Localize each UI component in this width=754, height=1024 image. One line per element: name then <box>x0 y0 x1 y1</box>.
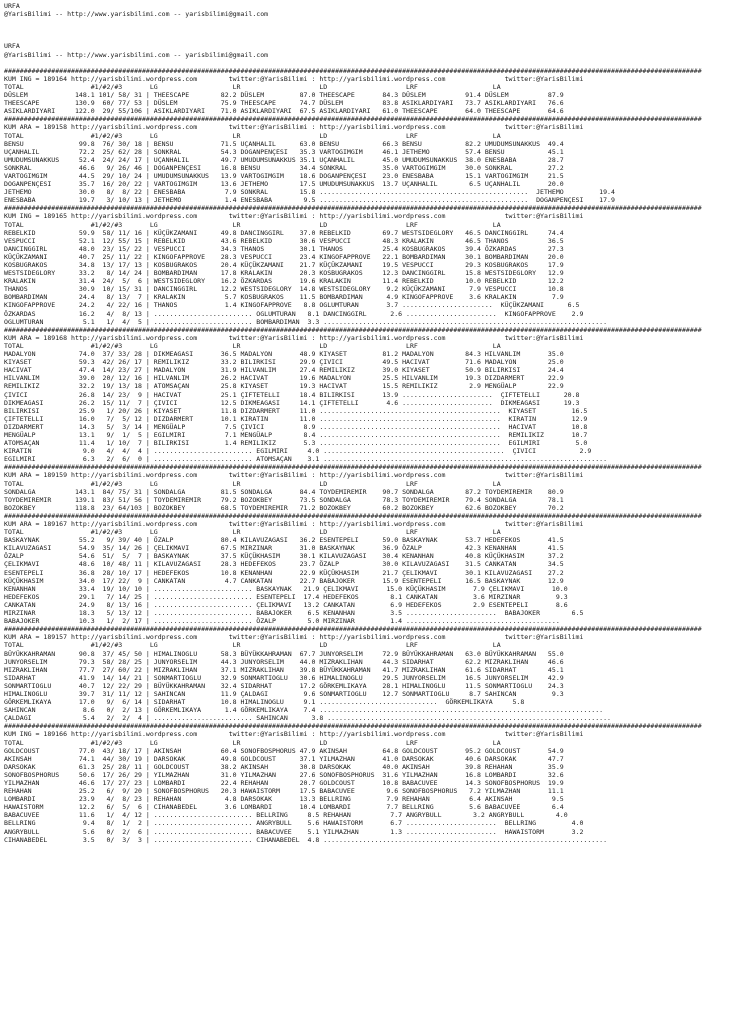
table-row: KIRATIN 9.0 4/ 4/ 4 | ......................... EGILMIRI 4.0 .............................................. ÇIVICI 2.9 <box>4 447 592 456</box>
table-row: HAWAISTORM 12.2 6/ 5/ 6 | CIHANABEDEL 3.6 LOMBARDI 10.4 LOMBARDI 7.7 BELLRING 5.6 BABACUVEE 6.4 <box>4 803 564 812</box>
table-row: KILAVUZAGASI 54.9 35/ 14/ 26 | ÇELIKMAVI 67.5 MIRZINAR 31.0 BASKAYNAK 36.9 ÖZALP 42.3 KENANHAN 41.5 <box>4 544 564 553</box>
table-row: MIZRAKLIHAN 77.7 27/ 60/ 22 | MIZRAKLIHAN 37.1 MIZRAKLIHAN 39.8 BÜYÜKKAHRAMAN 41.7 MIZRAKLIHAN 61.6 SIDARHAT 45.1 <box>4 665 564 674</box>
race-header-line: KUM ING = 189166 http://yarisbilimi.wordpress.com twitter:@YarisBilimi : http://yarisbilimi.wordpress.com twitter:@YarisBilimi <box>4 730 584 739</box>
race-header-line: KUM ARA = 189157 http://yarisbilimi.wordpress.com twitter:@YarisBilimi : http://yarisbilimi.wordpress.com twitter:@YarisBilimi <box>4 633 584 642</box>
table-row: EGILMIRI 6.3 2/ 6/ 0 | ......................... ATOMSAÇAN 3.1 ........................................................................ <box>4 455 608 464</box>
table-row: ANGRYBULL 5.6 0/ 2/ 6 | ......................... BABACUVEE 5.1 YILMAZHAN 1.3 ....................... HAWAISTORM 3.2 <box>4 827 584 836</box>
table-row: ATOMSAÇAN 11.4 1/ 10/ 7 | BILIRKISI 1.4 REMILIKIZ 5.3 .............................................. EGILMIRI 5.0 <box>4 439 588 448</box>
separator-line: ################################################################################################################################################################################# <box>4 722 702 731</box>
table-row: ÖZALP 54.6 51/ 5/ 7 | BASKAYNAK 37.5 KÜÇÜKHASIM 30.1 KILAVUZAGASI 30.4 KENANHAN 40.8 KÜÇÜKHASIM 37.2 <box>4 552 564 561</box>
table-row: JUNYORSELIM 79.3 58/ 28/ 25 | JUNYORSELIM 44.3 JUNYORSELIM 44.0 MIZRAKLIHAN 44.3 SIDARHAT 62.2 MIZRAKLIHAN 46.6 <box>4 657 564 666</box>
table-row: LOMBARDI 23.9 4/ 8/ 23 | REHAHAN 4.8 DARSOKAK 13.3 BELLRING 7.9 REHAHAN 6.4 AKINSAH 9.5 <box>4 795 564 804</box>
table-row: CIHANABEDEL 3.5 0/ 3/ 3 | ......................... CIHANABEDEL 4.8 ........................................................................ <box>4 835 608 844</box>
table-row: DANCINGGIRL 48.0 23/ 15/ 22 | VESPUCCI 34.3 THANOS 30.1 THANOS 25.4 KOSBUGRAKOS 39.4 ÖZKARDAS 27.3 <box>4 244 564 253</box>
column-header-line: TOTAL #1/#2/#3 LG LR LD LRF LA <box>4 131 501 140</box>
table-row: JETHEMO 30.0 8/ 8/ 22 | ENESBABA 7.9 SONKRAL 15.8 ..................................................... JETHEMO 19.4 <box>4 188 615 197</box>
table-row: YILMAZHAN 46.6 17/ 27/ 23 | LOMBARDI 22.4 REHAHAN 20.7 GOLDCOUST 10.8 BABACUVEE 14.3 SONOFBOSPHORUS 19.9 <box>4 779 564 787</box>
table-row: HILVANLIM 39.0 20/ 12/ 16 | HILVANLIM 26.2 HACIVAT 19.6 MADALYON 25.5 HILVANLIM 19.3 DIZDARMERT 22.9 <box>4 374 564 383</box>
separator-line: ################################################################################################################################################################################# <box>4 325 702 334</box>
page-header-line: URFA <box>4 42 20 51</box>
table-row: DIKMEAGASI 26.2 15/ 11/ 7 | ÇIVICI 12.5 DIKMEAGASI 14.1 ÇIFTETELLI 4.6 ....................... DIKMEAGASI 19.3 <box>4 398 580 407</box>
blank-line <box>4 34 754 42</box>
table-row: BELLRING 9.4 8/ 1/ 2 | ......................... ANGRYBULL 5.6 HAWAISTORM 6.7 ....................... BELLRING 4.0 <box>4 819 584 828</box>
table-row: BOZOKBEY 118.8 23/ 64/103 | BOZOKBEY 68.5 TOYDEMIREMIR 71.2 BOZOKBEY 60.2 BOZOKBEY 62.6 BOZOKBEY 70.2 <box>4 503 564 512</box>
blank-line <box>4 26 754 34</box>
race-header-line: KUM ARA = 189158 http://yarisbilimi.wordpress.com twitter:@YarisBilimi : http://yarisbilimi.wordpress.com twitter:@YarisBilimi <box>4 123 584 132</box>
table-row: ÖZKARDAS 16.2 4/ 8/ 13 | ......................... OGLUMTURAN 8.1 DANCINGGIRL 2.6 ....................... KINGOFAPPROVE 2.9 <box>4 309 584 318</box>
table-row: BOMBARDIMAN 24.4 8/ 13/ 7 | KRALAKIN 5.7 KOSBUGRAKOS 11.5 BOMBARDIMAN 4.9 KINGOFAPPROVE 3.6 KRALAKIN 7.9 <box>4 293 564 302</box>
table-row: SONKRAL 46.6 9/ 26/ 46 | DOGANPENÇESI 16.8 BENSU 34.4 SONKRAL 35.0 VARTOGIMGIM 30.0 SONKRAL 27.2 <box>4 163 564 172</box>
table-row: ÇIFTETELLI 16.0 7/ 5/ 12 | DIZDARMERT 10.1 KIRATIN 11.0 .............................................. KIRATIN 12.9 <box>4 414 588 423</box>
race-header-line: KUM ARA = 189159 http://yarisbilimi.wordpress.com twitter:@YarisBilimi : http://yarisbilimi.wordpress.com twitter:@YarisBilimi <box>4 471 584 480</box>
table-row: ÇALDAGI 5.4 2/ 2/ 4 | ......................... SAHINCAN 3.8 ........................................................................ <box>4 714 612 723</box>
race-header-line: KUM ARA = 189168 http://yarisbilimi.wordpress.com twitter:@YarisBilimi : http://yarisbilimi.wordpress.com twitter:@YarisBilimi <box>4 333 584 342</box>
table-row: SIDARHAT 41.9 14/ 14/ 21 | SONMARTIOGLU 32.9 SONMARTIOGLU 30.6 HIMALINOGLU 29.5 JUNYORSELIM 16.5 JUNYORSELIM 42.9 <box>4 673 564 682</box>
table-row: KINGOFAPPROVE 24.2 4/ 22/ 16 | THANOS 1.4 KINGOFAPPROVE 8.8 OGLUMTURAN 3.7 ....................... KÜÇÜKZAMANI 6.5 <box>4 301 580 310</box>
table-row: OGLUMTURAN 5.1 1/ 4/ 5 | ......................... BOMBARDIMAN 3.3 ........................................................................ <box>4 317 608 326</box>
table-row: ASIKLARDIYARI 122.0 29/ 55/106 | ASIKLARDIYARI 71.0 ASIKLARDIYARI 67.5 ASIKLARDIYARI 61.0 THEESCAPE 64.0 THEESCAPE 64.6 <box>4 107 564 116</box>
table-row: VARTOGIMGIM 44.5 29/ 10/ 24 | UMUDUMSUNAKKUS 13.9 VARTOGIMGIM 18.6 DOGANPENÇESI 23.0 ENESBABA 15.1 VARTOGIMGIM 21.5 <box>4 171 564 180</box>
table-row: ÇIVICI 26.8 14/ 23/ 9 | HACIVAT 25.1 ÇIFTETELLI 18.4 BILIRKISI 13.9 ....................... ÇIFTETELLI 20.8 <box>4 390 580 399</box>
table-row: BASKAYNAK 55.2 9/ 39/ 40 | ÖZALP 80.4 KILAVUZAGASI 36.2 ESENTEPELI 59.0 BASKAYNAK 53.7 HEDEFEKOS 41.5 <box>4 536 564 545</box>
table-row: WESTSIDEGLORY 33.2 8/ 14/ 24 | BOMBARDIMAN 17.8 KRALAKIN 20.3 KOSBUGRAKOS 12.3 DANCINGGIRL 15.8 WESTSIDEGLORY 12.9 <box>4 269 564 278</box>
blank-line <box>4 18 754 26</box>
table-row: HEDEFEKOS 29.1 7/ 14/ 25 | ......................... ESENTEPELI 17.4 HEDEFEKOS 8.1 CANKATAN 3.6 MIRZINAR 9.3 <box>4 592 568 601</box>
column-header-line: TOTAL #1/#2/#3 LG LR LD LRF LA <box>4 738 501 747</box>
column-header-line: TOTAL #1/#2/#3 LG LR LD LRF LA <box>4 82 501 91</box>
column-header-line: TOTAL #1/#2/#3 LG LR LD LRF LA <box>4 641 501 650</box>
column-header-line: TOTAL #1/#2/#3 LG LR LD LRF LA <box>4 341 501 350</box>
table-row: REBELKID 59.9 58/ 11/ 16 | KÜÇÜKZAMANI 49.8 DANCINGGIRL 37.0 REBELKID 69.7 WESTSIDEGLORY 46.5 DANCINGGIRL 74.4 <box>4 228 564 237</box>
blank-line <box>4 59 754 67</box>
separator-line: ################################################################################################################################################################################# <box>4 66 702 75</box>
table-row: SONDALGA 143.1 84/ 75/ 31 | SONDALGA 81.5 SONDALGA 84.4 TOYDEMIREMIR 90.7 SONDALGA 87.2 TOYDEMIREMIR 80.9 <box>4 487 564 496</box>
table-row: THANOS 30.9 10/ 15/ 31 | DANCINGGIRL 12.2 WESTSIDEGLORY 14.8 WESTSIDEGLORY 9.2 KÜÇÜKZAMANI 7.9 VESPUCCI 10.8 <box>4 285 564 294</box>
table-row: REMILIKIZ 32.2 19/ 13/ 18 | ATOMSAÇAN 25.8 KIYASET 19.3 HACIVAT 15.5 REMILIKIZ 2.9 MENGÜALP 22.9 <box>4 382 564 391</box>
table-row: ESENTEPELI 36.8 28/ 10/ 17 | HEDEFEKOS 10.8 KENANHAN 22.9 KÜÇÜKHASIM 21.7 ÇELIKMAVI 30.1 KILAVUZAGASI 27.2 <box>4 568 564 577</box>
table-row: MIRZINAR 18.3 5/ 13/ 12 | ......................... BABAJOKER 6.5 KENANHAN 3.5 ....................... BABAJOKER 6.5 <box>4 609 584 618</box>
table-row: SONMARTIOGLU 40.7 12/ 22/ 29 | BÜYÜKKAHRAMAN 32.4 SIDARHAT 17.2 GÖRKEMLIKAYA 28.1 HIMALINOGLU 11.5 SONMARTIOGLU 24.3 <box>4 681 564 690</box>
table-row: SAHINCAN 8.6 0/ 2/ 13 | GÖRKEMLIKAYA 1.4 GÖRKEMLIKAYA 7.4 ........................................................................ <box>4 706 604 715</box>
table-row: AKINSAH 74.1 44/ 30/ 19 | DARSOKAK 49.8 GOLDCOUST 37.1 YILMAZHAN 41.0 DARSOKAK 40.6 DARSOKAK 47.7 <box>4 754 564 763</box>
race-header-line: KUM ARA = 189167 http://yarisbilimi.wordpress.com twitter:@YarisBilimi : http://yarisbilimi.wordpress.com twitter:@YarisBilimi <box>4 520 584 528</box>
column-header-line: TOTAL #1/#2/#3 LG LR LD LRF LA <box>4 220 501 229</box>
table-row: KOSBUGRAKOS 34.8 13/ 17/ 13 | KOSBUGRAKOS 20.4 KÜÇÜKZAMANI 21.7 KÜÇÜKZAMANI 19.5 VESPUCCI 29.3 KOSBUGRAKOS 17.9 <box>4 261 564 269</box>
table-row: UMUDUMSUNAKKUS 52.4 24/ 24/ 17 | UÇANHALIL 49.7 UMUDUMSUNAKKUS 35.1 UÇANHALIL 45.0 UMUDUMSUNAKKUS 38.0 ENESBABA 28.7 <box>4 155 564 164</box>
table-row: DARSOKAK 61.3 25/ 28/ 11 | GOLDCOUST 38.2 AKINSAH 30.8 DARSOKAK 40.0 AKINSAH 39.8 REHAHAN 35.9 <box>4 762 564 771</box>
table-row: CANKATAN 24.9 8/ 13/ 16 | ......................... ÇELIKMAVI 13.2 CANKATAN 6.9 HEDEFEKOS 2.9 ESENTEPELI 8.6 <box>4 600 568 609</box>
table-row: BENSU 99.8 76/ 30/ 18 | BENSU 71.5 UÇANHALIL 63.0 BENSU 66.3 BENSU 82.2 UMUDUMSUNAKKUS 49.4 <box>4 139 564 148</box>
table-row: DOGANPENÇESI 35.7 16/ 20/ 22 | VARTOGIMGIM 13.6 JETHEMO 17.5 UMUDUMSUNAKKUS 13.7 UÇANHALIL 6.5 UÇANHALIL 20.0 <box>4 180 564 189</box>
table-row: ÇELIKMAVI 48.6 10/ 48/ 11 | KILAVUZAGASI 28.3 HEDEFEKOS 23.7 ÖZALP 30.0 KILAVUZAGASI 31.5 CANKATAN 34.5 <box>4 560 564 569</box>
separator-line: ################################################################################################################################################################################# <box>4 511 702 520</box>
page-header-line: URFA <box>4 2 20 10</box>
table-row: REHAHAN 25.2 6/ 9/ 20 | SONOFBOSPHORUS 20.3 HAWAISTORM 17.5 BABACUVEE 9.6 SONOFBOSPHORUS 7.2 YILMAZHAN 11.1 <box>4 787 564 796</box>
race-header-line: KUM ING = 189165 http://yarisbilimi.wordpress.com twitter:@YarisBilimi : http://yarisbilimi.wordpress.com twitter:@YarisBilimi <box>4 212 584 221</box>
page-header-line: @YarisBilimi -- http://www.yarisbilimi.com -- yarisbilimi@gmail.com <box>4 10 269 19</box>
race-header-line: KUM ING = 189164 http://yarisbilimi.wordpress.com twitter:@YarisBilimi : http://yarisbilimi.wordpress.com twitter:@YarisBilimi <box>4 74 584 83</box>
table-row: DÜSLEM 148.1 101/ 58/ 31 | THEESCAPE 82.2 DÜSLEM 87.0 THEESCAPE 84.3 DÜSLEM 91.4 DÜSLEM 87.9 <box>4 91 564 100</box>
table-row: HIMALINOGLU 39.7 31/ 11/ 12 | SAHINCAN 11.9 ÇALDAGI 9.6 SONMARTIOGLU 12.7 SONMARTIOGLU 8.7 SAHINCAN 9.3 <box>4 689 564 698</box>
table-row: GOLDCOUST 77.0 43/ 18/ 17 | AKINSAH 60.4 SONOFBOSPHORUS 47.9 AKINSAH 64.8 GOLDCOUST 95.2 GOLDCOUST 54.9 <box>4 746 564 755</box>
table-row: KIYASET 59.3 42/ 26/ 17 | REMILIKIZ 33.2 BILIRKISI 29.9 ÇIVICI 49.5 HACIVAT 71.6 MADALYON 25.0 <box>4 358 564 367</box>
page-header-line: @YarisBilimi -- http://www.yarisbilimi.com -- yarisbilimi@gmail.com <box>4 50 269 59</box>
table-row: KENANHAN 33.4 19/ 10/ 10 | ......................... BASKAYNAK 21.9 ÇELIKMAVI 15.0 KÜÇÜKHASIM 7.9 ÇELIKMAVI 10.0 <box>4 584 568 593</box>
table-row: VESPUCCI 52.1 12/ 55/ 15 | REBELKID 43.6 REBELKID 30.6 VESPUCCI 48.3 KRALAKIN 46.5 THANOS 36.5 <box>4 236 564 245</box>
separator-line: ################################################################################################################################################################################# <box>4 204 702 213</box>
table-row: KÜÇÜKZAMANI 40.7 25/ 11/ 22 | KINGOFAPPROVE 28.3 VESPUCCI 23.4 KINGOFAPPROVE 22.1 BOMBARDIMAN 30.1 BOMBARDIMAN 20.0 <box>4 252 564 261</box>
separator-line: ################################################################################################################################################################################# <box>4 625 702 634</box>
column-header-line: TOTAL #1/#2/#3 LG LR LD LRF LA <box>4 479 501 488</box>
separator-line: ################################################################################################################################################################################# <box>4 463 702 472</box>
table-row: UÇANHALIL 72.2 25/ 62/ 28 | SONKRAL 54.3 DOGANPENÇESI 35.3 VARTOGIMGIM 46.1 JETHEMO 57.4 BENSU 45.1 <box>4 147 564 156</box>
table-row: ENESBABA 19.7 3/ 10/ 13 | JETHEMO 1.4 ENESBABA 9.5 ..................................................... DOGANPENÇESI 17.9 <box>4 196 615 205</box>
column-header-line: TOTAL #1/#2/#3 LG LR LD LRF LA <box>4 528 501 537</box>
table-row: THEESCAPE 130.9 60/ 77/ 53 | DÜSLEM 75.9 THEESCAPE 74.7 DÜSLEM 83.8 ASIKLARDIYARI 73.7 ASIKLARDIYARI 76.6 <box>4 99 564 108</box>
separator-line: ################################################################################################################################################################################# <box>4 115 702 124</box>
table-row: MADALYON 74.0 37/ 33/ 28 | DIKMEAGASI 36.5 MADALYON 48.9 KIYASET 81.2 MADALYON 84.3 HILVANLIM 35.0 <box>4 350 564 359</box>
table-row: KRALAKIN 31.4 24/ 5/ 6 | WESTSIDEGLORY 16.2 ÖZKARDAS 19.6 KRALAKIN 11.4 REBELKID 10.0 REBELKID 12.2 <box>4 277 564 286</box>
table-row: KÜÇÜKHASIM 34.0 17/ 22/ 9 | CANKATAN 4.7 CANKATAN 22.7 BABAJOKER 15.9 ESENTEPELI 16.5 BASKAYNAK 12.9 <box>4 576 564 585</box>
table-row: BABACUVEE 11.6 1/ 4/ 12 | ......................... BELLRING 8.5 REHAHAN 7.7 ANGRYBULL 3.2 ANGRYBULL 4.0 <box>4 811 568 820</box>
table-row: TOYDEMIREMIR 139.1 83/ 51/ 56 | TOYDEMIREMIR 79.2 BOZOKBEY 73.5 SONDALGA 78.3 TOYDEMIREMIR 79.4 SONDALGA 78.1 <box>4 495 564 504</box>
table-row: BABAJOKER 10.3 1/ 2/ 17 | ......................... ÖZALP 5.0 MIRZINAR 1.4 ....................................... <box>4 617 560 626</box>
table-row: SONOFBOSPHORUS 50.6 17/ 26/ 29 | YILMAZHAN 31.0 YILMAZHAN 27.6 SONOFBOSPHORUS 31.6 YILMAZHAN 16.8 LOMBARDI 32.6 <box>4 770 564 779</box>
table-row: HACIVAT 47.4 14/ 23/ 27 | MADALYON 31.9 HILVANLIM 27.4 REMILIKIZ 39.0 KIYASET 50.9 BILIRKISI 24.4 <box>4 366 564 375</box>
table-row: BILIRKISI 25.9 1/ 20/ 26 | KIYASET 11.8 DIZDARMERT 11.0 .............................................. KIYASET 16.5 <box>4 406 588 415</box>
table-row: DIZDARMERT 14.3 5/ 3/ 14 | MENGÜALP 7.5 ÇIVICI 8.9 .............................................. HACIVAT 10.8 <box>4 422 588 431</box>
table-row: MENGÜALP 13.1 9/ 1/ 5 | EGILMIRI 7.1 MENGÜALP 8.4 .............................................. REMILIKIZ 10.7 <box>4 430 588 439</box>
table-row: BÜYÜKKAHRAMAN 90.8 37/ 45/ 50 | HIMALINOGLU 58.3 BÜYÜKKAHRAMAN 67.7 JUNYORSELIM 72.9 BÜYÜKKAHRAMAN 63.0 BÜYÜKKAHRAMAN 55.0 <box>4 649 564 658</box>
table-row: GÖRKEMLIKAYA 17.0 9/ 6/ 14 | SIDARHAT 10.8 HIMALINOGLU 9.1 .............................. GÖRKEMLIKAYA 5.8 <box>4 698 525 707</box>
